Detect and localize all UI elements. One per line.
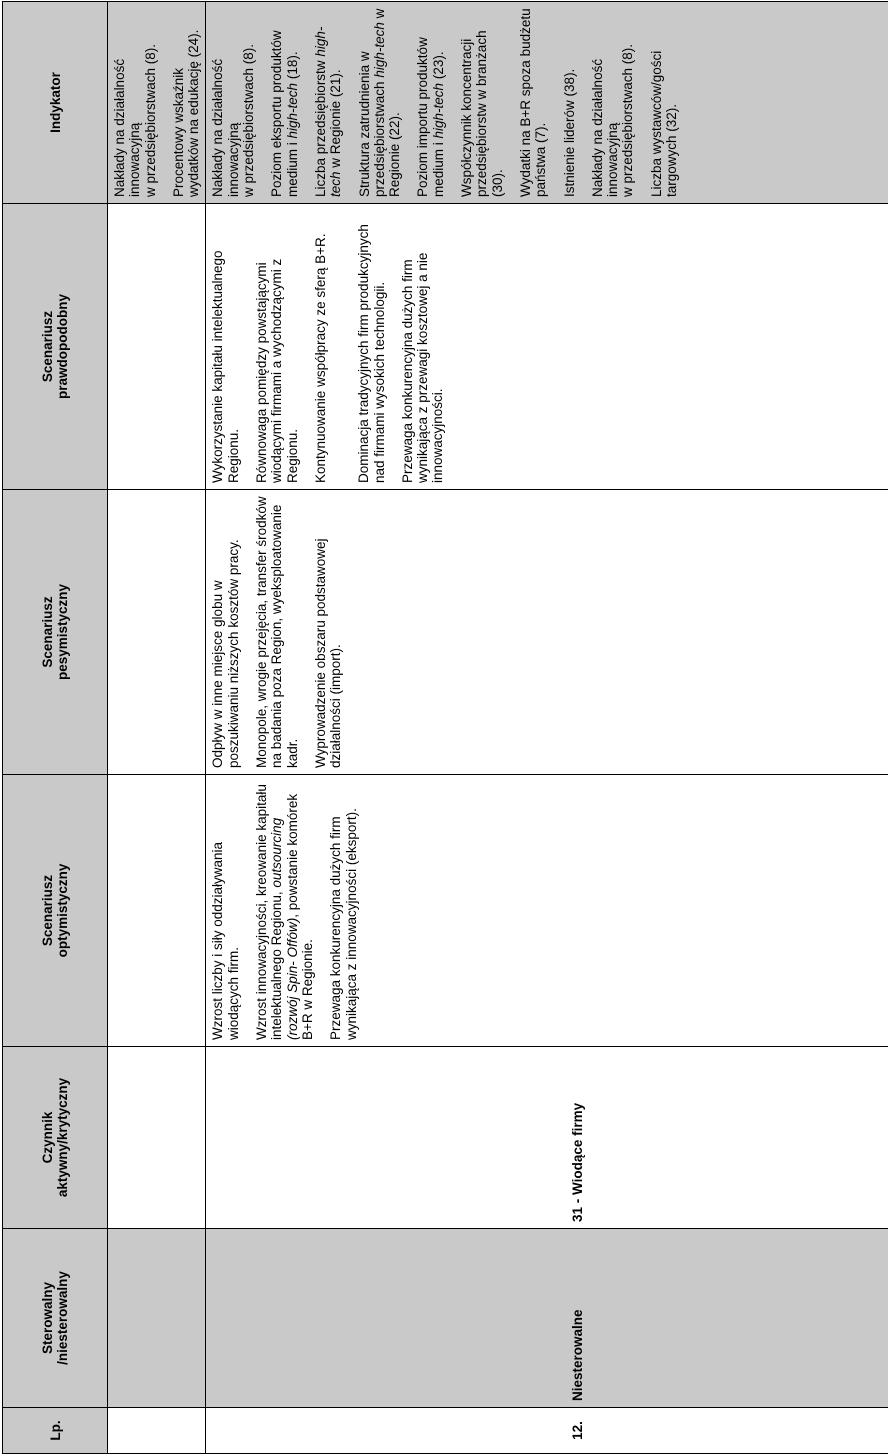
- indykator-item: Nakłady na działalność innowacyjną w przedsiębiorstwach (8).: [112, 43, 158, 197]
- header-sterowalny: Sterowalny /niesterowalny: [3, 1229, 108, 1408]
- header-prawdopodobny: Scenariusz prawdopodobny: [3, 204, 108, 490]
- prawdopodobny-cell: [206, 204, 888, 490]
- scenario-table: [2, 1, 888, 1454]
- indykator-item: Procentowy wskaźnik wydatków na edukację (24).: [170, 29, 202, 197]
- indykator-item: Liczba wystawców/gości targowych (32).: [648, 50, 680, 197]
- sterowalny-cell: Niesterowalne: [206, 1229, 888, 1408]
- scenario-item: Wzrost liczby i siły oddziaływania wiodących firm.: [210, 841, 241, 1040]
- header-pesymistyczny: Scenariusz pesymistyczny: [3, 490, 108, 775]
- indykator-item: Nakłady na działalność innowacyjną w przedsiębiorstwach (8).: [589, 43, 636, 197]
- header-lp: Lp.: [3, 1408, 108, 1454]
- czynnik-cell: 31 - Wiodące firmy: [206, 1047, 888, 1229]
- header-czynnik: Czynnik aktywny/krytyczny: [3, 1047, 108, 1229]
- header-optymistyczny: Scenariusz optymistyczny: [3, 775, 108, 1047]
- scenario-item: Przewaga konkurencyjna dużych firm wynikająca z przewagi kosztowej a nie innowacyjności.: [399, 252, 446, 483]
- scenario-item: Monopole, wrogie przejęcia, transfer środków na badania poza Region, wyeksploatowanie kadr.: [254, 496, 300, 768]
- header-indykator: Indykator: [3, 2, 108, 204]
- scenario-item: Przewaga konkurencyjna dużych firm wynikająca z innowacyjności (eksport).: [328, 808, 359, 1040]
- optymistyczny-cell: [206, 775, 888, 1047]
- pesymistyczny-cell: [206, 490, 888, 775]
- continuation-row: [108, 2, 206, 1454]
- header-row: [3, 2, 108, 1454]
- indykator-cell: [206, 2, 888, 204]
- indykator-item: Istnienie liderów (38).: [561, 68, 577, 197]
- indykator-item: Liczba przedsiębiorstw high-tech w Regionie (21).: [312, 26, 344, 197]
- scenario-item: Kontynuowanie współpracy ze sferą B+R.: [312, 233, 328, 483]
- indykator-item: Współczynnik koncentracji przedsiębiorstw w branżach (30).: [459, 30, 505, 197]
- indykator-item: Struktura zatrudnienia w przedsiębiorstwach high-tech w Regionie (22).: [356, 8, 403, 197]
- row-number: 12.: [206, 1408, 888, 1454]
- scenario-item: Równowaga pomiędzy powstającymi wiodącymi firmami a wychodzącymi z Regionu.: [254, 258, 300, 483]
- scenario-item: Odpływ w inne miejsce globu w poszukiwaniu niższych kosztów pracy.: [210, 539, 241, 768]
- indykator-item: Wydatki na B+R spoza budżetu państwa (7).: [517, 8, 549, 197]
- scenario-item: Wzrost innowacyjności, kreowanie kapitału intelektualnego Regionu, outsourcing (rozwój Spin- Offów), powstanie komórek B+R w Regionie.: [254, 784, 315, 1040]
- table-row: [206, 2, 888, 1454]
- indykator-item: Poziom importu produktów medium i high-tech (23).: [415, 37, 446, 197]
- indykator-item: Nakłady na działalność innowacyjną w przedsiębiorstwach (8).: [210, 43, 257, 197]
- indykator-item: Poziom eksportu produktów medium i high-tech (18).: [269, 30, 300, 197]
- scenario-item: Wykorzystanie kapitału intelektualnego Regionu.: [210, 250, 241, 483]
- continuation-indykator: [108, 2, 206, 204]
- scenario-item: Wyprowadzenie obszaru podstawowej działalności (import).: [312, 538, 344, 768]
- scenario-item: Dominacja tradycyjnych firm produkcyjnych nad firmami wysokich technologii.: [356, 224, 387, 483]
